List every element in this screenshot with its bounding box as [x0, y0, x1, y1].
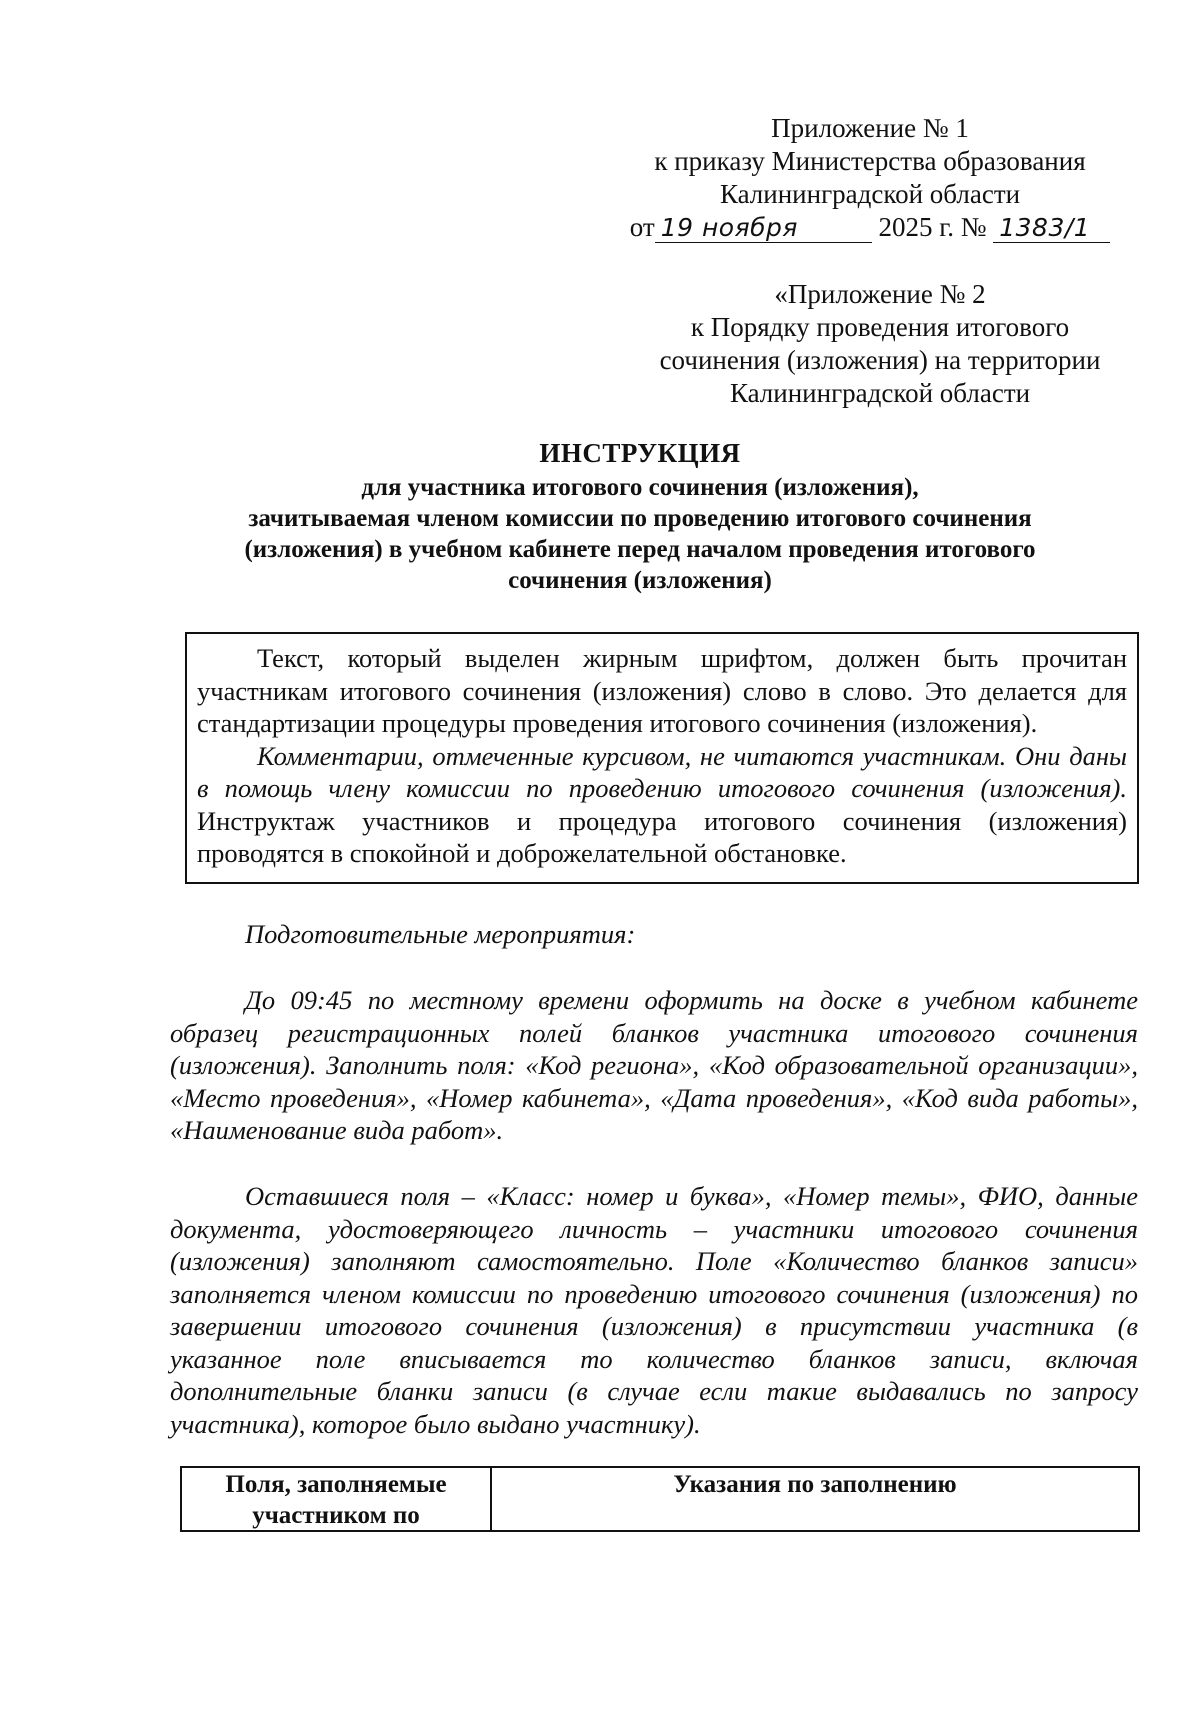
appendix-1-order-line: [620, 211, 1120, 244]
notice-paragraph-1: Текст, который выделен жирным шрифтом, должен быть прочитан участникам итогового сочинения (изложения) слово в слово. Это делается для стандартизации процедуры проведения итогового сочинения (изложения).: [197, 643, 1127, 738]
table-header-instructions-text: Указания по заполнению: [673, 1471, 957, 1498]
instruction-title-block: [170, 438, 1110, 596]
table-header-fields-line1: Поля, заполняемые: [225, 1471, 447, 1498]
instruction-subtitle-4: сочинения (изложения): [508, 567, 772, 594]
order-prefix: от: [629, 212, 655, 242]
notice-paragraph-2: [197, 740, 1127, 870]
notice-box: [185, 632, 1139, 884]
preparation-paragraph-2: Оставшиеся поля – «Класс: номер и буква», «Номер темы», ФИО, данные документа, удостоверяющего личность – участники итогового сочинения (изложения) заполняют самостоятельно. Поле «Количество бланков записи» заполняется членом комиссии по проведению итогового сочинения (изложения) по завершении итогового сочинения (изложения) в присутствии участника (в указанное поле вписывается то количество бланков записи, включая дополнительные бланки записи (в случае если такие выдавались по запросу участника), которое было выдано участнику).: [170, 1181, 1138, 1439]
appendix-2-line4: Калининградской области: [729, 378, 1031, 408]
appendix-2-line3: сочинения (изложения) на территории: [659, 345, 1101, 375]
preparation-paragraph-2-block: [170, 1180, 1138, 1440]
preparation-heading: Подготовительные мероприятия:: [245, 919, 636, 949]
appendix-2-header: [620, 278, 1140, 410]
instruction-subtitle-3: (изложения) в учебном кабинете перед началом проведения итогового: [244, 536, 1036, 563]
notice-italic-comment: Комментарии, отмеченные курсивом, не читаются участникам. Они даны в помощь члену комиссии по проведению итогового сочинения (изложения).: [197, 740, 1127, 803]
table-header-fields: [182, 1468, 492, 1530]
appendix-2-line2: к Порядку проведения итогового: [690, 312, 1070, 342]
table-header-fields-line2: участником по: [252, 1502, 420, 1529]
appendix-1-title: Приложение № 1: [771, 113, 969, 143]
preparation-paragraph-1: До 09:45 по местному времени оформить на доске в учебном кабинете образец регистрационных полей бланков участника итогового сочинения (изложения). Заполнить поля: «Код региона», «Код образовательной организации», «Место проведения», «Номер кабинета», «Дата проведения», «Код вида работы», «Наименование вида работ».: [170, 985, 1138, 1145]
preparation-heading-block: [170, 918, 1138, 951]
appendix-1-order-ref: к приказу Министерства образования: [654, 146, 1086, 176]
instruction-subtitle-2: зачитываемая членом комиссии по проведению итогового сочинения: [248, 505, 1032, 532]
appendix-1-header: [620, 112, 1120, 244]
order-date-handwritten: 19 ноября: [655, 214, 872, 243]
appendix-2-title: «Приложение № 2: [774, 279, 986, 309]
table-header-instructions: [492, 1468, 1138, 1530]
instruction-subtitle-1: для участника итогового сочинения (изложения),: [361, 474, 919, 501]
fields-table: [180, 1466, 1140, 1532]
instruction-title: ИНСТРУКЦИЯ: [539, 438, 741, 468]
preparation-paragraph-1-block: [170, 984, 1138, 1147]
order-year: 2025 г. №: [878, 212, 987, 242]
appendix-1-region: Калининградской области: [719, 179, 1021, 209]
notice-regular-comment: Инструктаж участников и процедура итогового сочинения (изложения) проводятся в спокойной и доброжелательной обстановке.: [197, 805, 1127, 868]
order-number-handwritten: 1383/1: [993, 214, 1110, 243]
